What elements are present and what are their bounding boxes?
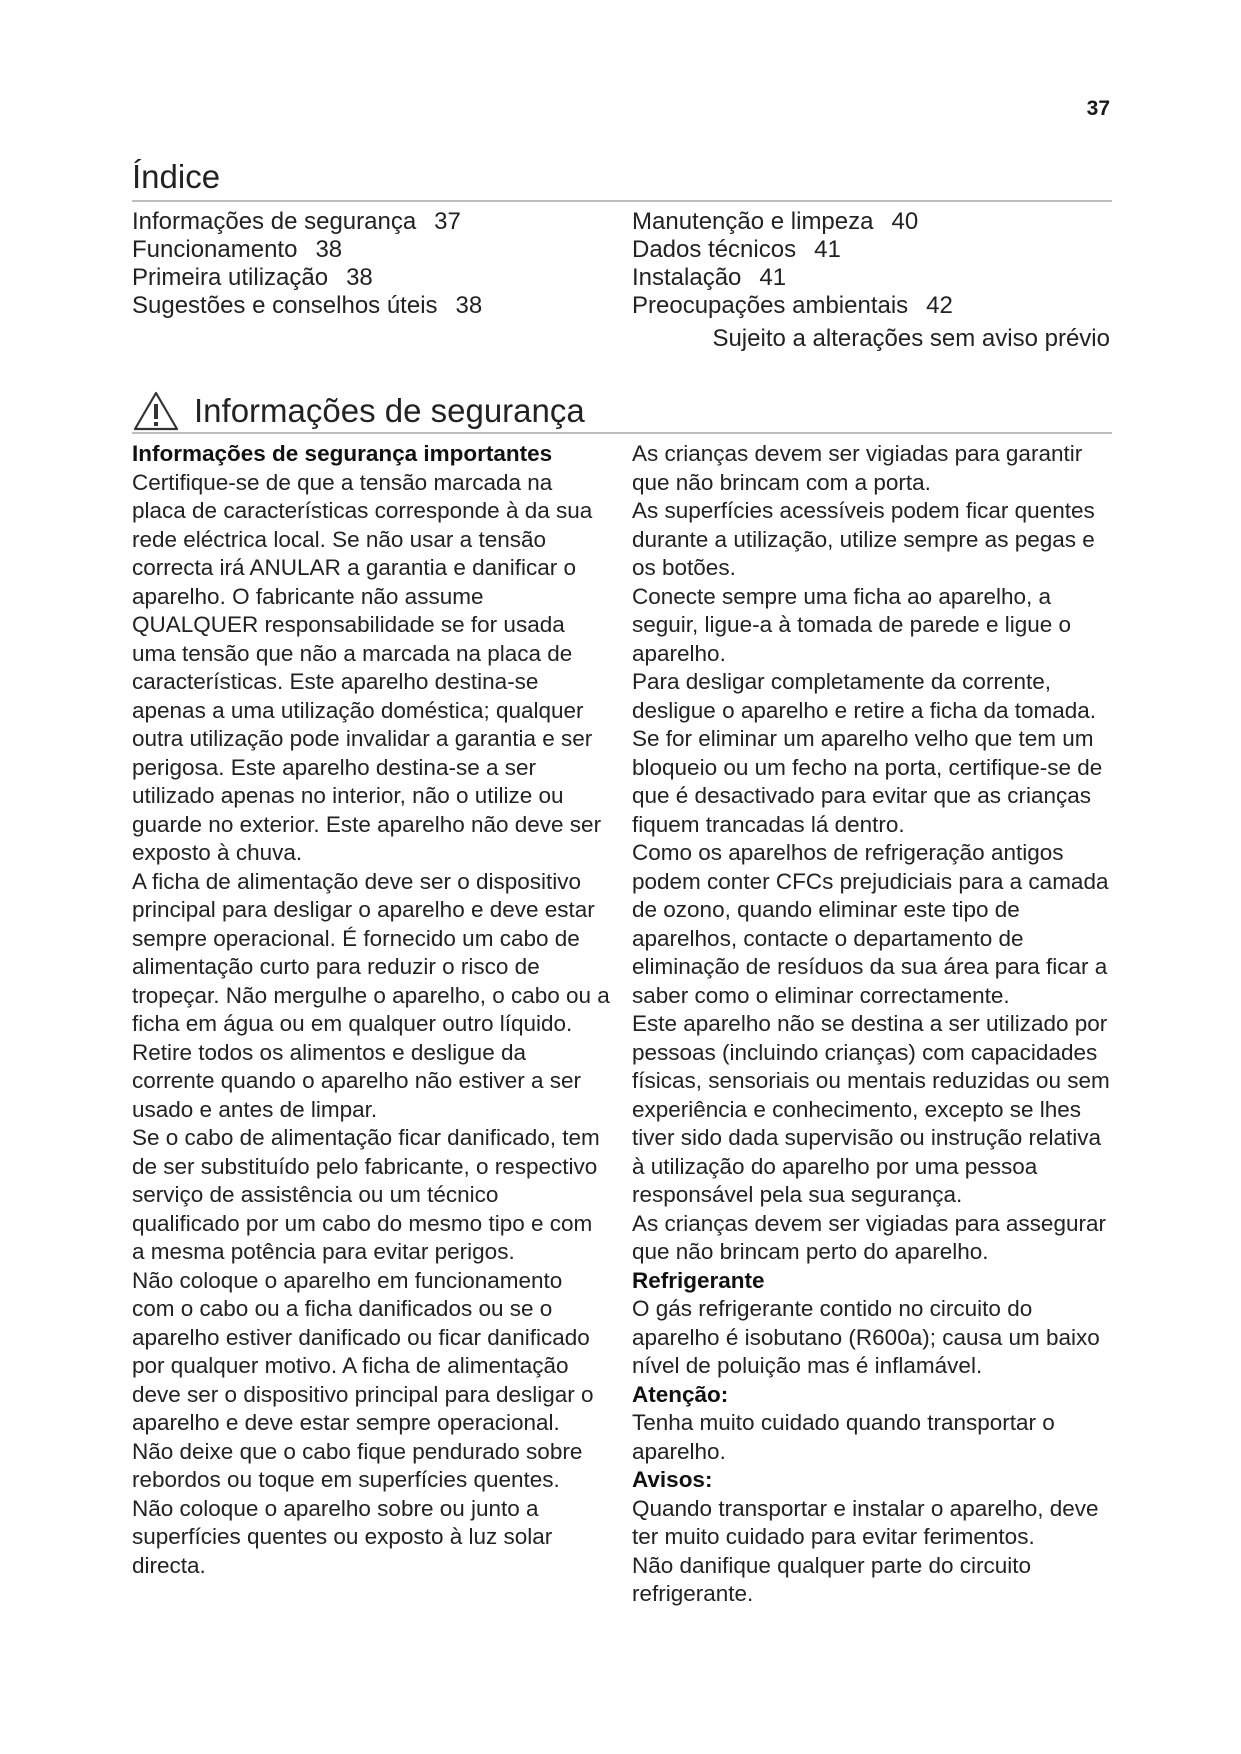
subheading-attention: Atenção:	[632, 1381, 729, 1407]
paragraph: Não danifique qualquer parte do circuito refrigerante.	[632, 1552, 1032, 1606]
paragraph: Tenha muito cuidado quando transportar o aparelho.	[632, 1410, 1055, 1464]
paragraph: Se for eliminar um aparelho velho que tem um bloqueio ou um fecho na porta, certifique-se de que é desactivado para evitar que as crianças fiquem trancadas lá dentro.	[632, 726, 1103, 837]
paragraph: As superfícies acessíveis podem ficar quentes durante a utilização, utilize sempre as pegas e os botões.	[632, 498, 1095, 580]
left-column	[132, 440, 610, 1580]
toc-item[interactable]: Funcionamento 38	[132, 236, 343, 263]
toc-left	[132, 208, 482, 320]
paragraph: Quando transportar e instalar o aparelho, deve ter muito cuidado para evitar ferimentos.	[632, 1495, 1099, 1549]
subheading: Informações de segurança importantes	[132, 441, 553, 466]
paragraph: Certifique-se de que a tensão marcada na placa de características corresponde à da sua rede eléctrica local. Se não usar a tensão correcta irá ANULAR a garantia e danificar o aparelho. O fabricante não assume QUALQUER responsabilidade se for usada uma tensão que não a marcada na placa de características. Este aparelho destina-se apenas a uma utilização doméstica; qualquer outra utilização pode invalidar a garantia e ser perigosa. Este aparelho destina-se a ser utilizado apenas no interior, não o utilize ou guarde no exterior. Este aparelho não deve ser exposto à chuva.	[132, 469, 602, 865]
paragraph: Não coloque o aparelho em funcionamento com o cabo ou a ficha danificados ou se o aparelho estiver danificado ou ficar danificado por qualquer motivo. A ficha de alimentação deve ser o dispositivo principal para desligar o aparelho e deve estar sempre operacional.	[132, 1267, 594, 1435]
section-title: Informações de segurança	[194, 392, 585, 429]
section-divider	[132, 432, 1112, 434]
right-column	[632, 440, 1110, 1609]
paragraph: Se o cabo de alimentação ficar danificado, tem de ser substituído pelo fabricante, o respectivo serviço de assistência ou um técnico qualificado por um cabo do mesmo tipo e com a mesma potência para evitar perigos.	[132, 1125, 600, 1264]
toc-item[interactable]: Primeira utilização 38	[132, 264, 373, 291]
paragraph: Este aparelho não se destina a ser utilizado por pessoas (incluindo crianças) com capacidades físicas, sensoriais ou mentais reduzidas ou sem experiência e conhecimento, excepto se lhes tiver sido dada supervisão ou instrução relativa à utilização do aparelho por uma pessoa responsável pela sua segurança.	[632, 1011, 1110, 1207]
toc-item[interactable]: Sugestões e conselhos úteis 38	[132, 292, 483, 319]
paragraph: As crianças devem ser vigiadas para garantir que não brincam com a porta.	[632, 441, 1083, 495]
page-number: 37	[1086, 97, 1110, 120]
index-divider	[132, 200, 1112, 202]
paragraph: Não coloque o aparelho sobre ou junto a superfícies quentes ou exposto à luz solar directa.	[132, 1495, 553, 1578]
change-notice: Sujeito a alterações sem aviso prévio	[712, 325, 1110, 352]
paragraph: As crianças devem ser vigiadas para assegurar que não brincam perto do aparelho.	[632, 1210, 1106, 1264]
paragraph: A ficha de alimentação deve ser o dispositivo principal para desligar o aparelho e deve estar sempre operacional. É fornecido um cabo de alimentação curto para reduzir o risco de tropeçar. Não mergulhe o aparelho, o cabo ou a ficha em água ou em qualquer outro líquido. Retire todos os alimentos e desligue da corrente quando o aparelho não estiver a ser usado e antes de limpar.	[132, 868, 610, 1122]
paragraph: Como os aparelhos de refrigeração antigos podem conter CFCs prejudiciais para a camada de ozono, quando eliminar este tipo de aparelhos, contacte o departamento de eliminação de resíduos da sua área para ficar a saber como o eliminar correctamente.	[632, 840, 1109, 1008]
toc-item[interactable]: Instalação 41	[632, 264, 787, 291]
subheading-warnings: Avisos:	[632, 1467, 713, 1492]
warning-triangle-icon	[132, 390, 180, 432]
paragraph: Conecte sempre uma ficha ao aparelho, a seguir, ligue-a à tomada de parede e ligue o aparelho.	[632, 583, 1072, 666]
subheading-refrigerant: Refrigerante	[632, 1267, 765, 1293]
toc-item[interactable]: Manutenção e limpeza 40	[632, 208, 919, 235]
toc-item[interactable]: Preocupações ambientais 42	[632, 292, 953, 319]
toc-item[interactable]: Dados técnicos 41	[632, 236, 841, 263]
paragraph: Para desligar completamente da corrente, desligue o aparelho e retire a ficha da tomada.	[632, 669, 1097, 723]
paragraph: O gás refrigerante contido no circuito do aparelho é isobutano (R600a); causa um baixo nível de poluição mas é inflamável.	[632, 1296, 1100, 1378]
section-heading	[132, 390, 585, 432]
index-title: Índice	[132, 158, 221, 195]
paragraph: Não deixe que o cabo fique pendurado sobre rebordos ou toque em superfícies quentes.	[132, 1438, 583, 1492]
toc-item[interactable]: Informações de segurança 37	[132, 208, 461, 235]
toc-right	[632, 208, 953, 320]
